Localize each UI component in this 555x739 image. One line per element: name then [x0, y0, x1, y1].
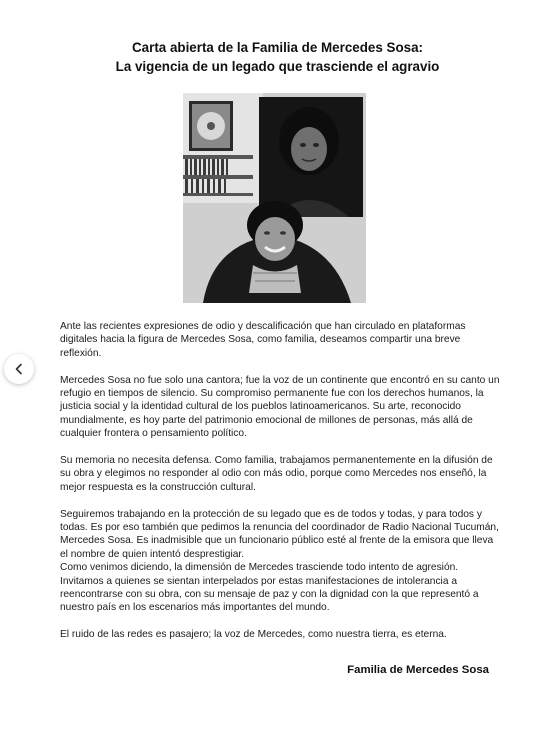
paragraph-2: Mercedes Sosa no fue solo una cantora; fue la voz de un continente que encontró en su canto un refugio en tiempos de silencio. Su compromiso permanente fue con los derechos humanos, la justicia social y la identidad cultural de los pueblos latinoamericanos. Su arte, reconocido mundialmente, es hoy parte del patrimonio emocional de millones de personas, más allá de cualquier frontera o pensamiento político.	[60, 374, 500, 440]
paragraph-3: Su memoria no necesita defensa. Como familia, trabajamos permanentemente en la difusión de su obra y elegimos no responder al odio con más odio, porque como Mercedes nos enseñó, la mejor respuesta es la construcción cultural.	[60, 455, 493, 493]
portrait-photo	[183, 93, 366, 303]
signature: Familia de Mercedes Sosa	[347, 664, 489, 676]
paragraph-6: El ruido de las redes es pasajero; la voz de Mercedes, como nuestra tierra, es eterna.	[60, 629, 447, 641]
previous-slide-button[interactable]	[4, 354, 34, 384]
paragraph-5: Como venimos diciendo, la dimensión de Mercedes trasciende todo intento de agresión. Invitamos a quienes se sientan interpelados por estas manifestaciones de intolerancia a reencontrarse con su obra, con su mensaje de paz y con la dignidad con la que representó a nuestro país en los escenarios más importantes del mundo.	[60, 562, 479, 614]
document-title	[40, 38, 515, 76]
title-line-1: Carta abierta de la Familia de Mercedes Sosa:	[132, 40, 423, 55]
chevron-left-icon	[13, 363, 25, 375]
paragraph-1: Ante las recientes expresiones de odio y descalificación que han circulado en plataformas digitales hacia la figura de Mercedes Sosa, como familia, deseamos compartir una breve reflexión.	[60, 321, 466, 359]
letter-body	[60, 320, 500, 655]
title-line-2: La vigencia de un legado que trasciende el agravio	[115, 59, 440, 74]
portrait-photo-icon	[183, 93, 366, 303]
paragraph-4: Seguiremos trabajando en la protección de su legado que es de todos y todas, y para todos y todas. Es por eso también que pedimos la renuncia del coordinador de Radio Nacional Tucumán, Mercedes Sosa. Es inadmisible que un funcionario público esté al frente de la emisora que lleva el nombre de quien intentó desprestigiar.	[60, 508, 499, 560]
